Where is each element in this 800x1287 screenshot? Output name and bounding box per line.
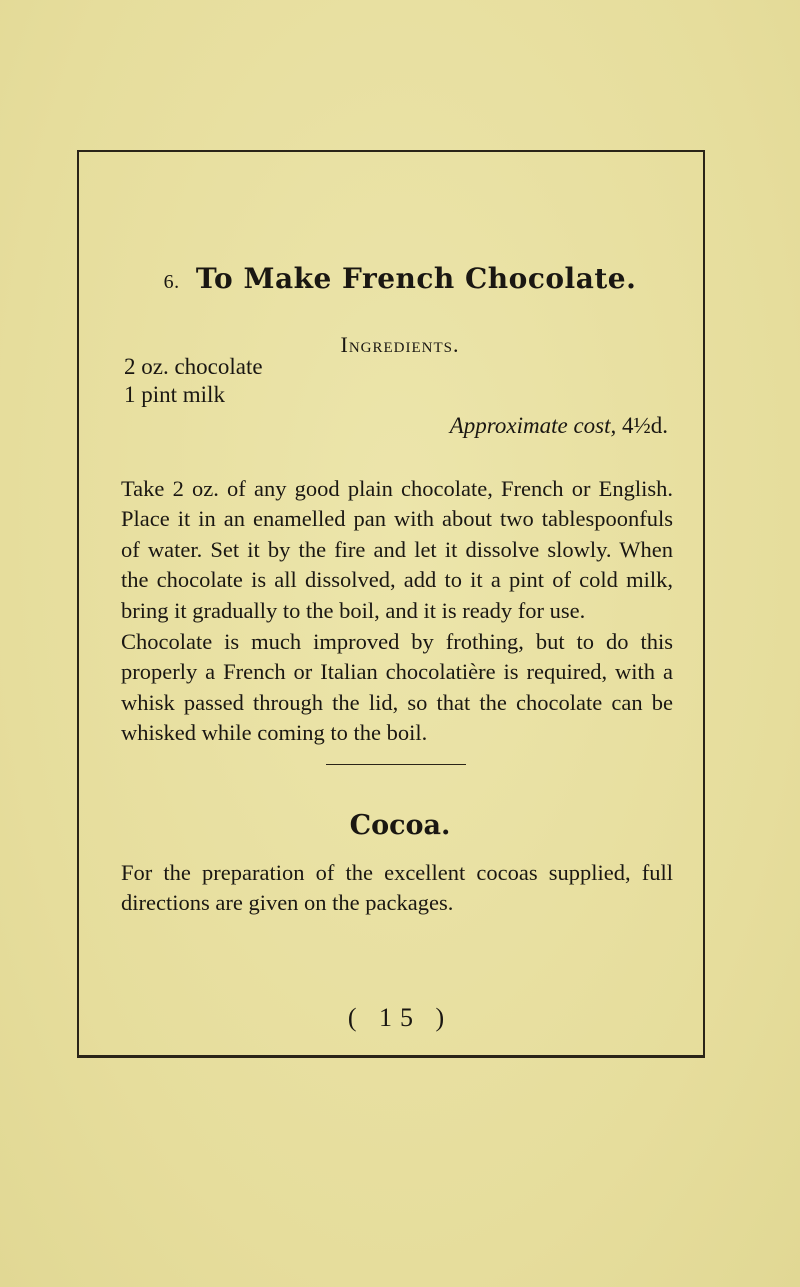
ingredients-heading: Ingredients. [340,332,460,357]
recipe-title-text: To Make French Chocolate. [195,262,637,295]
recipe-paragraph: Chocolate is much improved by frothing, but to do this properly a French or Italian chocolatière is required, with a whisk passed through the lid, so that the chocolate can be whisked while coming to the boil. [121,629,673,746]
cocoa-title: Cocoa. [349,810,451,841]
section-divider [326,764,466,765]
recipe-paragraph: Take 2 oz. of any good plain chocolate, French or English. Place it in an enamelled pan with about two tablespoonfuls of water. Set it by the fire and let it dissolve slowly. When the chocolate is all dissolved, add to it a pint of cold milk, bring it gradually to the boil, and it is ready for use. [121,476,673,623]
ingredient-item: 1 pint milk [124,382,225,407]
recipe-number: 6. [163,271,180,293]
cost-value: 4½d. [622,413,668,438]
cost-label: Approximate cost, [449,413,617,438]
approximate-cost [450,413,668,439]
ingredient-item: 2 oz. chocolate [124,354,263,379]
recipe-title [0,262,800,295]
page-number: ( 15 ) [347,1003,453,1032]
cocoa-paragraph: For the preparation of the excellent cocoas supplied, full directions are given on the packages. [121,860,673,916]
